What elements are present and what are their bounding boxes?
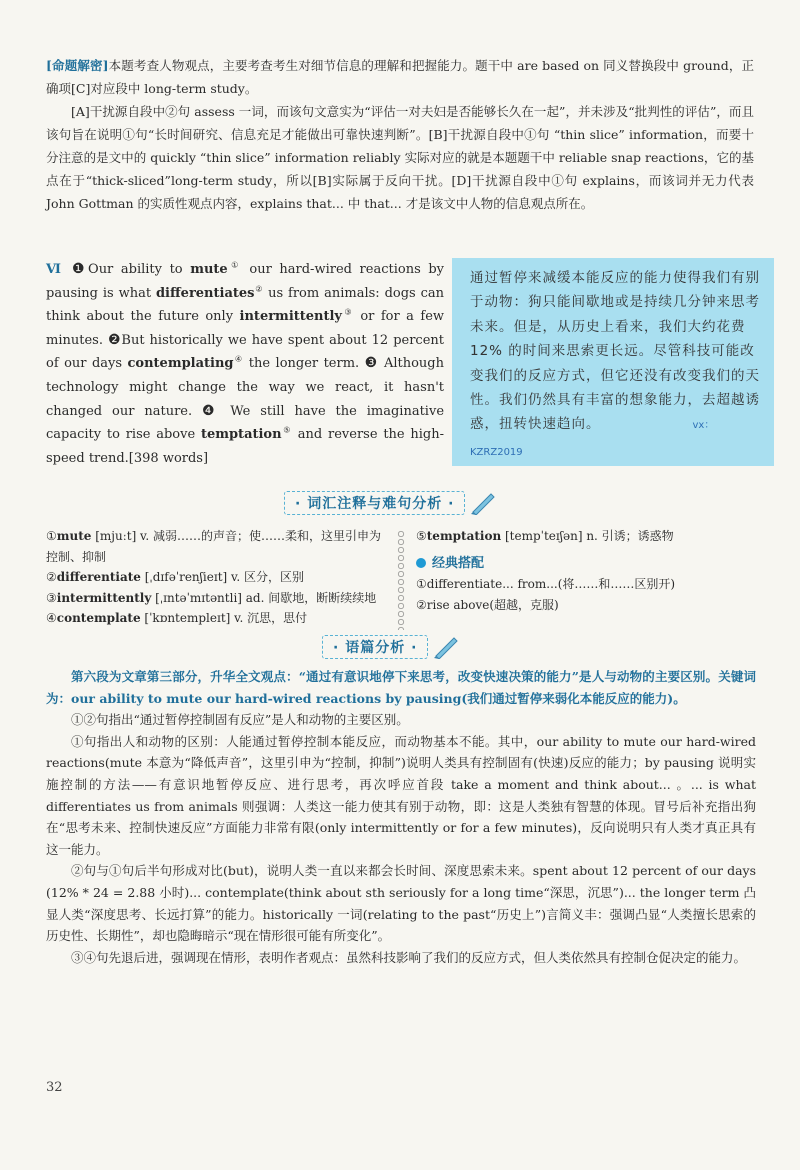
vocab-list-right [416, 526, 756, 615]
keyword-intermittently: intermittently [239, 309, 342, 325]
question-analysis [46, 54, 754, 215]
vocab-section-heading [284, 490, 497, 516]
paragraph-marker: Ⅵ [46, 262, 65, 277]
collocation-item: ②rise above(超越，克服) [416, 597, 559, 612]
watermark: vx：KZRZ2019 [470, 420, 715, 458]
collocation-heading: 经典搭配 [416, 553, 756, 575]
column-divider [397, 530, 405, 630]
discourse-paragraph: ②句与①句后半句形成对比(but)，说明人类一直以来都会长时间、深度思索未来。spent about 12 percent of our days (12% * 24 = 2.88 小时)... contemplate(think about sth seriously for a long time“深思，沉思”)... the longer term 凸显人类“深度思考、长远打算”的能力。historically 一词(relating to the past“历史上”)言简义丰：强调凸显“人类擅长思索的历史性、长期性”，却也隐晦暗示“现在情形很可能有所变化”。 [46, 863, 756, 944]
vocab-item: ④contemplate [ˈkɒntempleɪt] v. 沉思，思付 [46, 611, 308, 625]
pen-icon [432, 635, 460, 659]
vocab-item: ③intermittently [ˌɪntəˈmɪtəntli] ad. 间歇地，断断续续地 [46, 590, 377, 605]
vocab-item: ②differentiate [ˌdɪfəˈrenʃieɪt] v. 区分，区别 [46, 570, 304, 584]
page-number: 32 [46, 1080, 63, 1095]
pen-icon [469, 491, 497, 515]
translation-box [452, 258, 774, 466]
analysis-paragraph-1: [命题解密]本题考查人物观点，主要考查考生对细节信息的理解和把握能力。题干中 are based on 同义替换段中 ground，正确项[C]对应段中 long-term study。 [46, 58, 754, 96]
keyword-temptation: temptation [200, 427, 282, 443]
keyword-differentiates: differentiates [155, 285, 255, 301]
discourse-paragraph: ③④句先退后进，强调现在情形，表明作者观点：虽然科技影响了我们的反应方式，但人类依然具有控制仓促决定的能力。 [71, 949, 747, 965]
bullet-dot-icon [416, 558, 426, 568]
vocab-item: ①mute [mjuːt] v. 减弱……的声音；使……柔和，这里引申为控制、抑制 [46, 529, 382, 564]
keyword-contemplating: contemplating [127, 356, 234, 372]
translation-text: 通过暂停来减缓本能反应的能力使得我们有别于动物：狗只能间歇地或是持续几分钟来思考未来。但是，从历史上看来，我们大约花费 12% 的时间来思索更长远。尽管科技可能改变我们的反应方式，但它还没有改变我们的天性。我们仍然具有丰富的想象能力，去超越诱惑，扭转快速趋向。 [470, 270, 760, 433]
discourse-paragraph: ①句指出人和动物的区别：人能通过暂停控制本能反应，而动物基本不能。其中，our ability to mute our hard-wired reactions(mute 本意为“降低声音”，这里引申为“控制，抑制”)说明人类具有控制固有(快速)反应的能力；by pausing 说明实施控制的方法——有意识地暂停反应、进行思考，再次呼应首段 take a moment and think about... 。... is what differentiates us from animals 则强调：人类这一能力使其有别于动物，即：这是人类独有智慧的体现。冒号后补充指出狗在“思考未来、控制快速反应”方面能力非常有限(only intermittently or for a few minutes)，反向说明只有人类才真正具有这一能力。 [46, 733, 756, 857]
discourse-paragraph: ①②句指出“通过暂停控制固有反应”是人和动物的主要区别。 [71, 712, 409, 728]
discourse-heading-label: · 语篇分析 · [322, 635, 428, 659]
discourse-section-heading [322, 634, 460, 660]
english-passage: Ⅵ ❶Our ability to mute① our hard-wired reactions by pausing is what differentiates② us from animals: dogs can think about the future only intermittently③ or for a few minutes. ❷But historically we have spent about 12 percent of our days contemplating④ the longer term. ❸ Although technology might change the way we react, it hasn't changed our nature. ❹ We still have the imaginative capacity to rise above temptation⑤ and reverse the high-speed trend.[398 words] [46, 260, 445, 466]
word-count: [398 words] [128, 450, 209, 466]
analysis-tag: [命题解密] [46, 58, 109, 73]
vocab-list-left [46, 526, 386, 629]
keyword-mute: mute [190, 262, 228, 277]
discourse-summary: 第六段为文章第三部分，升华全文观点：“通过有意识地停下来思考，改变快速决策的能力”是人与动物的主要区别。关键词为：our ability to mute our hard-wired reactions by pausing(我们通过暂停来弱化本能反应的能力)。 [46, 669, 756, 706]
collocation-item: ①differentiate... from...(将……和……区别开) [416, 577, 676, 591]
vocab-heading-label: · 词汇注释与难句分析 · [284, 491, 465, 515]
vocab-item: ⑤temptation [tempˈteɪʃən] n. 引诱；诱惑物 [416, 529, 674, 543]
analysis-paragraph-2: [A]干扰源自段中②句 assess 一词，而该句文意实为“评估一对夫妇是否能够长久在一起”，并未涉及“批判性的评估”，而且该句旨在说明①句“长时间研究、信息充足才能做出可靠快速判断”。[B]干扰源自段中①句 “thin slice” information，而要十分注意的是文中的 quickly “thin slice” information reliably 实际对应的就是本题题干中 reliable snap reactions，它的基点在于“thick-sliced”long-term study，所以[B]实际属于反向干扰。[D]干扰源自段中①句 explains，而该词并无力代表 John Gottman 的实质性观点内容，explains that... 中 that... 才是该文中人物的信息观点所在。 [46, 104, 754, 211]
discourse-analysis [46, 666, 756, 968]
